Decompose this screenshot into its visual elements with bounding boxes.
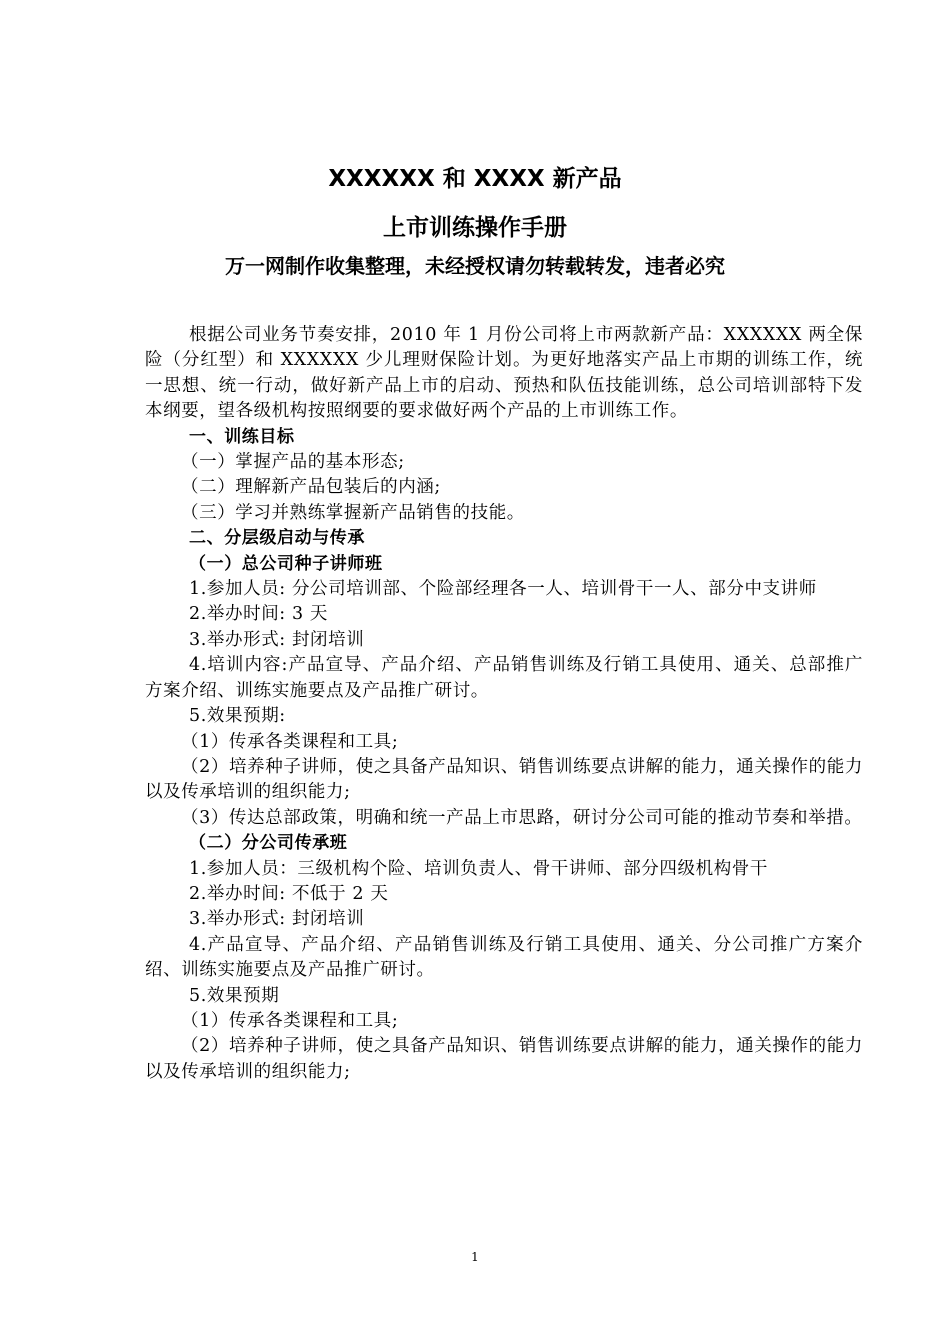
doc-subtitle: 万一网制作收集整理，未经授权请勿转载转发，违者必究 — [225, 254, 725, 278]
doc-title-line1: XXXXXX 和 XXXX 新产品 — [328, 166, 622, 192]
doc-title-line2: 上市训练操作手册 — [383, 215, 567, 241]
list-item: （2）培养种子讲师，使之具备产品知识、销售训练要点讲解的能力，通关操作的能力以及传承培训的组织能力; — [145, 1036, 863, 1082]
list-item: 1.参加人员：三级机构个险、培训负责人、骨干讲师、部分四级机构骨干 — [189, 858, 768, 879]
subsection2-heading: （二）分公司传承班 — [189, 833, 348, 854]
list-item: 2.举办时间: 3 天 — [189, 604, 328, 625]
page-number: 1 — [471, 1250, 479, 1264]
list-item: 2.举办时间: 不低于 2 天 — [189, 883, 389, 904]
list-item: 1.参加人员: 分公司培训部、个险部经理各一人、培训骨干一人、部分中支讲师 — [189, 579, 817, 600]
intro-paragraph: 根据公司业务节奏安排，2010 年 1 月份公司将上市两款新产品：XXXXXX 两全保险（分红型）和 XXXXXX 少儿理财保险计划。为更好地落实产品上市期的训练工作，统一思想、统一行动，做好新产品上市的启动、预热和队伍技能训练，总公司培训部特下发本纲要，望各级机构按照纲要的要求做好两个产品的上市训练工作。 — [145, 325, 863, 422]
list-item: （三）学习并熟练掌握新产品销售的技能。 — [181, 502, 525, 523]
list-item: 5.效果预期: — [189, 706, 286, 727]
document-body — [145, 323, 863, 1085]
list-item: 5.效果预期 — [189, 985, 280, 1006]
list-item: （1）传承各类课程和工具; — [181, 1010, 399, 1031]
list-item: 3.举办形式: 封闭培训 — [189, 629, 365, 650]
list-item: （2）培养种子讲师，使之具备产品知识、销售训练要点讲解的能力，通关操作的能力以及传承培训的组织能力; — [145, 756, 863, 803]
list-item: （一）掌握产品的基本形态; — [181, 452, 405, 473]
list-item: （3）传达总部政策，明确和统一产品上市思路，研讨分公司可能的推动节奏和举措。 — [181, 807, 863, 828]
section2-heading: 二、分层级启动与传承 — [189, 528, 365, 549]
list-item: 4.培训内容:产品宣导、产品介绍、产品销售训练及行销工具使用、通关、总部推广方案介绍、训练实施要点及产品推广研讨。 — [145, 655, 863, 701]
list-item: （1）传承各类课程和工具; — [181, 731, 399, 752]
subsection1-heading: （一）总公司种子讲师班 — [189, 553, 383, 574]
section1-heading: 一、训练目标 — [189, 426, 295, 447]
list-item: 4.产品宣导、产品介绍、产品销售训练及行销工具使用、通关、分公司推广方案介绍、训练实施要点及产品推广研讨。 — [145, 934, 863, 981]
list-item: 3.举办形式: 封闭培训 — [189, 909, 365, 930]
list-item: （二）理解新产品包装后的内涵; — [181, 477, 441, 498]
